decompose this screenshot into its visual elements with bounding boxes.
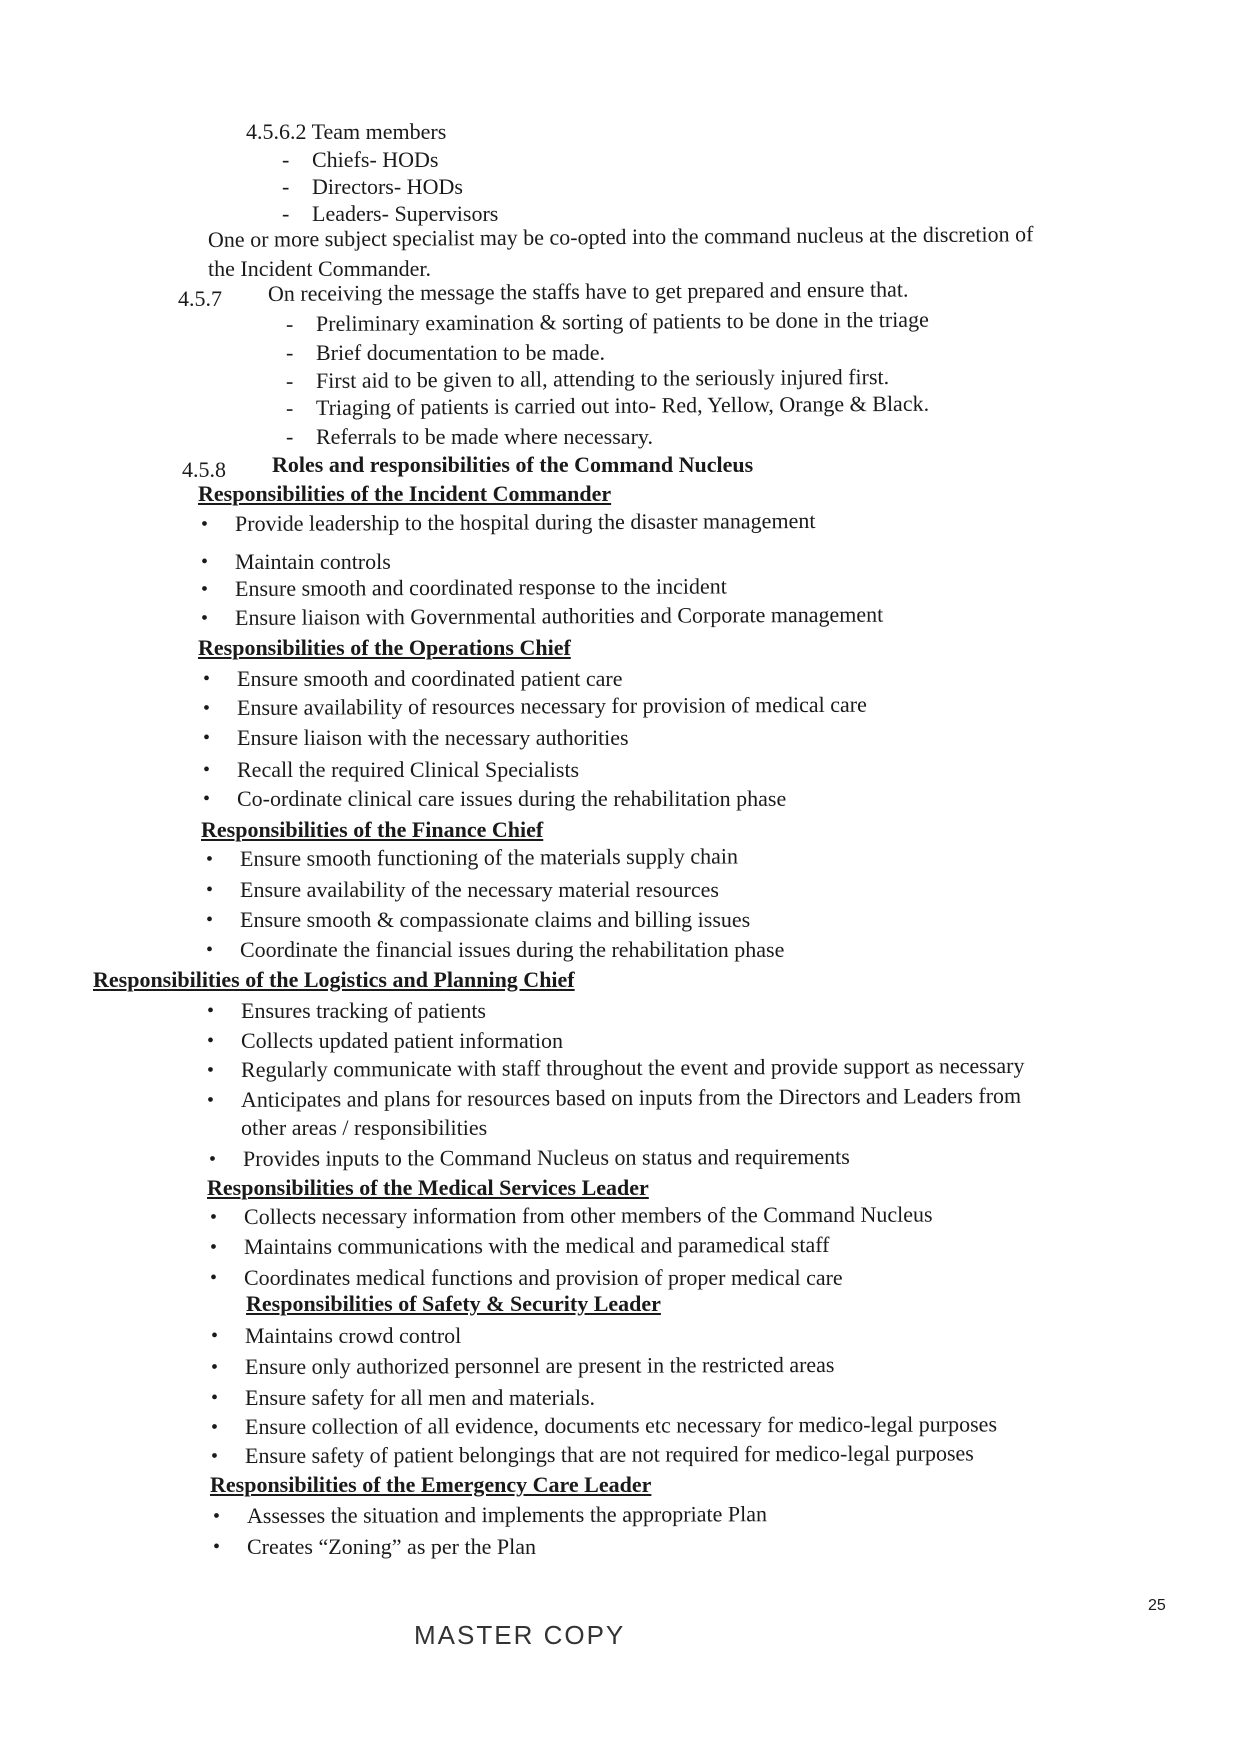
page-number: 25	[1148, 1597, 1166, 1614]
master-copy-stamp: MASTER COPY	[414, 1620, 626, 1650]
section-number: 4.5.7	[178, 286, 222, 311]
incident-item: • Ensure liaison with Governmental authorities and Corporate management	[235, 601, 883, 632]
incident-item: • Maintain controls	[235, 548, 391, 576]
medical-heading: Responsibilities of the Medical Services Leader	[207, 1175, 649, 1200]
s457-item: - Preliminary examination & sorting of patients to be done in the triage	[316, 306, 929, 338]
team-note-line: the Incident Commander.	[208, 256, 431, 281]
s457-item: - Brief documentation to be made.	[316, 339, 605, 367]
section-text: On receiving the message the staffs have to get prepared and ensure that.	[267, 276, 909, 306]
team-item: - Directors- HODs	[312, 173, 463, 201]
operations-item: • Co-ordinate clinical care issues during the rehabilitation phase	[237, 785, 786, 813]
safety-item: • Maintains crowd control	[245, 1322, 461, 1350]
medical-item: • Coordinates medical functions and provision of proper medical care	[244, 1264, 843, 1292]
finance-heading: Responsibilities of the Finance Chief	[201, 817, 544, 842]
logistics-item: • Ensures tracking of patients	[241, 997, 486, 1025]
medical-item: • Maintains communications with the medical and paramedical staff	[244, 1231, 830, 1261]
finance-item: • Ensure availability of the necessary material resources	[240, 876, 719, 904]
logistics-item-continuation: other areas / responsibilities	[241, 1115, 488, 1140]
safety-item: • Ensure collection of all evidence, documents etc necessary for medico-legal purposes	[245, 1410, 997, 1441]
emergency-heading: Responsibilities of the Emergency Care Leader	[210, 1472, 652, 1497]
finance-item: • Coordinate the financial issues during the rehabilitation phase	[240, 936, 784, 964]
s457-item: - Triaging of patients is carried out into- Red, Yellow, Orange & Black.	[316, 390, 929, 422]
logistics-item: • Collects updated patient information	[241, 1027, 563, 1055]
operations-item: • Ensure availability of resources necessary for provision of medical care	[237, 691, 867, 722]
safety-item: • Ensure only authorized personnel are present in the restricted areas	[245, 1351, 835, 1381]
operations-item: • Ensure liaison with the necessary authorities	[237, 724, 629, 752]
incident-item: • Ensure smooth and coordinated response to the incident	[235, 572, 727, 603]
safety-item: • Ensure safety of patient belongings that are not required for medico-legal purposes	[245, 1439, 974, 1470]
incident-heading: Responsibilities of the Incident Commander	[198, 481, 612, 506]
team-item: - Leaders- Supervisors	[312, 200, 498, 228]
s457-item: - Referrals to be made where necessary.	[316, 423, 653, 451]
emergency-item: • Creates “Zoning” as per the Plan	[247, 1533, 536, 1561]
team-item: - Chiefs- HODs	[312, 146, 439, 174]
section-number: 4.5.8	[182, 457, 226, 482]
logistics-item: • Provides inputs to the Command Nucleus on status and requirements	[243, 1143, 850, 1173]
logistics-item: • Anticipates and plans for resources based on inputs from the Directors and Leaders from	[241, 1082, 1021, 1114]
operations-item: • Recall the required Clinical Specialists	[237, 756, 579, 784]
operations-item: • Ensure smooth and coordinated patient care	[237, 665, 622, 693]
medical-item: • Collects necessary information from other members of the Command Nucleus	[244, 1201, 933, 1231]
team-heading: 4.5.6.2 Team members	[246, 119, 447, 144]
safety-heading: Responsibilities of Safety & Security Leader	[246, 1291, 661, 1316]
operations-heading: Responsibilities of the Operations Chief	[198, 635, 571, 660]
finance-item: • Ensure smooth functioning of the materials supply chain	[240, 842, 738, 873]
finance-item: • Ensure smooth & compassionate claims and billing issues	[240, 906, 750, 934]
emergency-item: • Assesses the situation and implements the appropriate Plan	[247, 1500, 767, 1530]
logistics-heading: Responsibilities of the Logistics and Planning Chief	[93, 967, 575, 992]
team-note-line: One or more subject specialist may be co-opted into the command nucleus at the discretion of	[207, 221, 1034, 252]
logistics-item: • Regularly communicate with staff throughout the event and provide support as necessary	[241, 1052, 1025, 1084]
s457-item: - First aid to be given to all, attending to the seriously injured first.	[316, 363, 889, 395]
section-title: Roles and responsibilities of the Command Nucleus	[272, 452, 754, 477]
incident-item: • Provide leadership to the hospital during the disaster management	[235, 507, 816, 538]
safety-item: • Ensure safety for all men and materials.	[245, 1384, 595, 1412]
